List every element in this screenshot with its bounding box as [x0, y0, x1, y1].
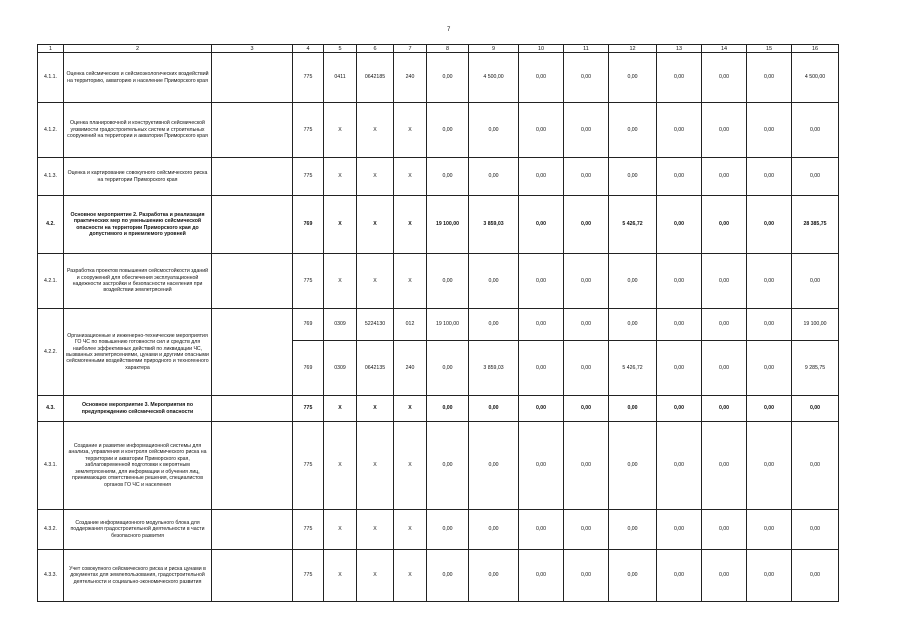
cell-col-8: 0,00: [427, 254, 469, 309]
cell-col-11: 0,00: [564, 254, 609, 309]
cell-col-12: 0,00: [609, 396, 657, 422]
cell-col-15: 0,00: [747, 158, 792, 196]
row-code: 4.2.: [38, 196, 64, 254]
cell-col-16: 0,00: [792, 254, 839, 309]
column-number-5: 5: [324, 45, 357, 53]
cell-col-6: X: [357, 103, 394, 158]
cell-col-8: 19 100,00: [427, 196, 469, 254]
cell-col-15: 0,00: [747, 341, 792, 396]
table-row: [38, 550, 839, 602]
cell-col-4: 775: [293, 254, 324, 309]
cell-col-7: X: [394, 158, 427, 196]
column-number-7: 7: [394, 45, 427, 53]
column-number-15: 15: [747, 45, 792, 53]
cell-col-16: 0,00: [792, 510, 839, 550]
cell-col-10: 0,00: [519, 103, 564, 158]
cell-col-4: 775: [293, 510, 324, 550]
cell-col-10: 0,00: [519, 254, 564, 309]
row-responsible: [212, 422, 293, 510]
cell-col-5: 0411: [324, 53, 357, 103]
cell-col-6: X: [357, 196, 394, 254]
cell-col-7: X: [394, 510, 427, 550]
cell-col-14: 0,00: [702, 53, 747, 103]
table-row: [38, 196, 839, 254]
row-responsible: [212, 510, 293, 550]
cell-col-9: 4 500,00: [469, 53, 519, 103]
cell-col-8: 0,00: [427, 550, 469, 602]
cell-col-8: 19 100,00: [427, 309, 469, 341]
cell-col-7: 012: [394, 309, 427, 341]
budget-table: [37, 44, 839, 602]
cell-col-4: 775: [293, 158, 324, 196]
cell-col-15: 0,00: [747, 396, 792, 422]
cell-col-9: 0,00: [469, 510, 519, 550]
column-number-4: 4: [293, 45, 324, 53]
cell-col-12: 0,00: [609, 103, 657, 158]
row-responsible: [212, 158, 293, 196]
cell-col-15: 0,00: [747, 254, 792, 309]
cell-col-6: X: [357, 422, 394, 510]
cell-col-9: 0,00: [469, 309, 519, 341]
cell-col-13: 0,00: [657, 103, 702, 158]
column-number-8: 8: [427, 45, 469, 53]
cell-col-10: 0,00: [519, 422, 564, 510]
row-description: Оценка планировочной и конструктивной сейсмической уязвимости градостроительных систем и строительных сооружений на территории и акватории Приморского края: [64, 103, 212, 158]
column-number-6: 6: [357, 45, 394, 53]
cell-col-11: 0,00: [564, 396, 609, 422]
cell-col-8: 0,00: [427, 422, 469, 510]
cell-col-7: 240: [394, 341, 427, 396]
cell-col-15: 0,00: [747, 103, 792, 158]
cell-col-14: 0,00: [702, 550, 747, 602]
cell-col-12: 0,00: [609, 550, 657, 602]
cell-col-4: 775: [293, 53, 324, 103]
row-code: 4.3.: [38, 396, 64, 422]
cell-col-15: 0,00: [747, 510, 792, 550]
cell-col-8: 0,00: [427, 103, 469, 158]
table-row: [38, 422, 839, 510]
cell-col-5: 0309: [324, 309, 357, 341]
cell-col-13: 0,00: [657, 53, 702, 103]
cell-col-12: 0,00: [609, 309, 657, 341]
cell-col-12: 0,00: [609, 53, 657, 103]
table-row: [38, 103, 839, 158]
cell-col-10: 0,00: [519, 309, 564, 341]
cell-col-11: 0,00: [564, 196, 609, 254]
cell-col-16: 0,00: [792, 422, 839, 510]
cell-col-6: 0642185: [357, 53, 394, 103]
cell-col-8: 0,00: [427, 158, 469, 196]
cell-col-14: 0,00: [702, 196, 747, 254]
cell-col-14: 0,00: [702, 158, 747, 196]
row-responsible: [212, 396, 293, 422]
cell-col-8: 0,00: [427, 53, 469, 103]
column-number-16: 16: [792, 45, 839, 53]
cell-col-16: 0,00: [792, 158, 839, 196]
row-responsible: [212, 309, 293, 396]
cell-col-13: 0,00: [657, 158, 702, 196]
page-number: 7: [447, 27, 451, 33]
cell-col-5: 0309: [324, 341, 357, 396]
row-responsible: [212, 550, 293, 602]
table-row: [38, 53, 839, 103]
cell-col-15: 0,00: [747, 309, 792, 341]
cell-col-12: 0,00: [609, 510, 657, 550]
cell-col-15: 0,00: [747, 53, 792, 103]
cell-col-12: 5 426,72: [609, 196, 657, 254]
cell-col-11: 0,00: [564, 422, 609, 510]
cell-col-9: 0,00: [469, 396, 519, 422]
cell-col-6: X: [357, 158, 394, 196]
cell-col-5: X: [324, 510, 357, 550]
cell-col-9: 0,00: [469, 550, 519, 602]
row-responsible: [212, 53, 293, 103]
cell-col-7: 240: [394, 53, 427, 103]
cell-col-9: 3 859,03: [469, 341, 519, 396]
column-number-10: 10: [519, 45, 564, 53]
row-responsible: [212, 103, 293, 158]
column-number-row: [38, 45, 839, 53]
cell-col-6: X: [357, 396, 394, 422]
cell-col-4: 769: [293, 196, 324, 254]
cell-col-16: 28 385,75: [792, 196, 839, 254]
cell-col-8: 0,00: [427, 341, 469, 396]
cell-col-14: 0,00: [702, 103, 747, 158]
cell-col-13: 0,00: [657, 510, 702, 550]
cell-col-11: 0,00: [564, 510, 609, 550]
cell-col-10: 0,00: [519, 53, 564, 103]
cell-col-9: 0,00: [469, 158, 519, 196]
cell-col-11: 0,00: [564, 103, 609, 158]
row-code: 4.3.1.: [38, 422, 64, 510]
row-code: 4.1.2.: [38, 103, 64, 158]
cell-col-11: 0,00: [564, 53, 609, 103]
row-description: Учет совокупного сейсмического риска и риска цунами в документах для землепользования, градостроительной деятельности и социально-экономического развития: [64, 550, 212, 602]
cell-col-15: 0,00: [747, 550, 792, 602]
cell-col-10: 0,00: [519, 341, 564, 396]
cell-col-7: X: [394, 550, 427, 602]
cell-col-9: 0,00: [469, 422, 519, 510]
table-row: [38, 510, 839, 550]
row-description: Оценка и картирование совокупного сейсмического риска на территории Приморского края: [64, 158, 212, 196]
cell-col-16: 4 500,00: [792, 53, 839, 103]
row-code: 4.3.3.: [38, 550, 64, 602]
cell-col-16: 0,00: [792, 550, 839, 602]
column-number-11: 11: [564, 45, 609, 53]
cell-col-14: 0,00: [702, 309, 747, 341]
cell-col-4: 775: [293, 396, 324, 422]
cell-col-5: X: [324, 550, 357, 602]
cell-col-10: 0,00: [519, 396, 564, 422]
cell-col-10: 0,00: [519, 550, 564, 602]
row-description: Разработка проектов повышения сейсмостойкости зданий и сооружений для обеспечения эксплуатационной надежности застройки и безопасности населения при воздействии землетрясений: [64, 254, 212, 309]
table-row: [38, 158, 839, 196]
cell-col-6: 0642135: [357, 341, 394, 396]
cell-col-8: 0,00: [427, 396, 469, 422]
column-number-14: 14: [702, 45, 747, 53]
cell-col-5: X: [324, 396, 357, 422]
cell-col-4: 775: [293, 103, 324, 158]
cell-col-14: 0,00: [702, 510, 747, 550]
cell-col-13: 0,00: [657, 341, 702, 396]
cell-col-13: 0,00: [657, 309, 702, 341]
cell-col-11: 0,00: [564, 550, 609, 602]
table-row: [38, 396, 839, 422]
cell-col-4: 769: [293, 309, 324, 341]
cell-col-4: 775: [293, 422, 324, 510]
row-code: 4.3.2.: [38, 510, 64, 550]
row-responsible: [212, 196, 293, 254]
cell-col-15: 0,00: [747, 196, 792, 254]
cell-col-11: 0,00: [564, 341, 609, 396]
row-description: Создание информационного модульного блока для поддержания градостроительной деятельности в части безопасного развития: [64, 510, 212, 550]
row-description: Основное мероприятие 2. Разработка и реализация практических мер по уменьшению сейсмической опасности на территории Приморского края до допустимого и приемлемого уровней: [64, 196, 212, 254]
row-responsible: [212, 254, 293, 309]
cell-col-5: X: [324, 254, 357, 309]
row-description: Создание и развитие информационной системы для анализа, управления и контроля сейсмического риска на территории и акватории Приморского края, заблаговременной подготовки к вероятным землетрясениям, для информации и обучения лиц, принимающих ответственные решения, специалистов органов ГО ЧС и населения: [64, 422, 212, 510]
cell-col-14: 0,00: [702, 254, 747, 309]
cell-col-13: 0,00: [657, 550, 702, 602]
row-description: Организационные и инженерно-технические мероприятия ГО ЧС по повышению готовности сил и средств для наиболее эффективных действий по ликвидации ЧС, вызванных землетрясениями, цунами и другими опасными сейсмогенными воздействиями природного и техногенного характера: [64, 309, 212, 396]
cell-col-16: 0,00: [792, 103, 839, 158]
cell-col-13: 0,00: [657, 196, 702, 254]
cell-col-7: X: [394, 396, 427, 422]
cell-col-7: X: [394, 103, 427, 158]
cell-col-4: 769: [293, 341, 324, 396]
row-description: Оценка сейсмических и сейсмоэкологических воздействий на территорию, акваторию и население Приморского края: [64, 53, 212, 103]
cell-col-16: 19 100,00: [792, 309, 839, 341]
column-number-12: 12: [609, 45, 657, 53]
column-number-9: 9: [469, 45, 519, 53]
cell-col-6: 5224130: [357, 309, 394, 341]
row-code: 4.2.2.: [38, 309, 64, 396]
cell-col-16: 0,00: [792, 396, 839, 422]
column-number-2: 2: [64, 45, 212, 53]
cell-col-7: X: [394, 254, 427, 309]
column-number-1: 1: [38, 45, 64, 53]
cell-col-5: X: [324, 158, 357, 196]
cell-col-9: 0,00: [469, 103, 519, 158]
cell-col-12: 0,00: [609, 422, 657, 510]
table-row: [38, 309, 839, 341]
cell-col-9: 0,00: [469, 254, 519, 309]
cell-col-11: 0,00: [564, 158, 609, 196]
cell-col-12: 5 426,72: [609, 341, 657, 396]
cell-col-10: 0,00: [519, 196, 564, 254]
cell-col-9: 3 859,03: [469, 196, 519, 254]
cell-col-6: X: [357, 510, 394, 550]
cell-col-7: X: [394, 422, 427, 510]
cell-col-10: 0,00: [519, 158, 564, 196]
column-number-13: 13: [657, 45, 702, 53]
cell-col-5: X: [324, 103, 357, 158]
cell-col-13: 0,00: [657, 396, 702, 422]
cell-col-14: 0,00: [702, 341, 747, 396]
row-description: Основное мероприятие 3. Мероприятия по предупреждению сейсмической опасности: [64, 396, 212, 422]
row-code: 4.1.1.: [38, 53, 64, 103]
cell-col-10: 0,00: [519, 510, 564, 550]
cell-col-14: 0,00: [702, 396, 747, 422]
cell-col-14: 0,00: [702, 422, 747, 510]
row-code: 4.2.1.: [38, 254, 64, 309]
cell-col-12: 0,00: [609, 158, 657, 196]
cell-col-6: X: [357, 550, 394, 602]
cell-col-6: X: [357, 254, 394, 309]
cell-col-5: X: [324, 422, 357, 510]
cell-col-15: 0,00: [747, 422, 792, 510]
cell-col-7: X: [394, 196, 427, 254]
cell-col-16: 9 285,75: [792, 341, 839, 396]
table-row: [38, 254, 839, 309]
cell-col-13: 0,00: [657, 254, 702, 309]
cell-col-12: 0,00: [609, 254, 657, 309]
column-number-3: 3: [212, 45, 293, 53]
cell-col-8: 0,00: [427, 510, 469, 550]
cell-col-13: 0,00: [657, 422, 702, 510]
row-code: 4.1.3.: [38, 158, 64, 196]
cell-col-4: 775: [293, 550, 324, 602]
cell-col-5: X: [324, 196, 357, 254]
cell-col-11: 0,00: [564, 309, 609, 341]
